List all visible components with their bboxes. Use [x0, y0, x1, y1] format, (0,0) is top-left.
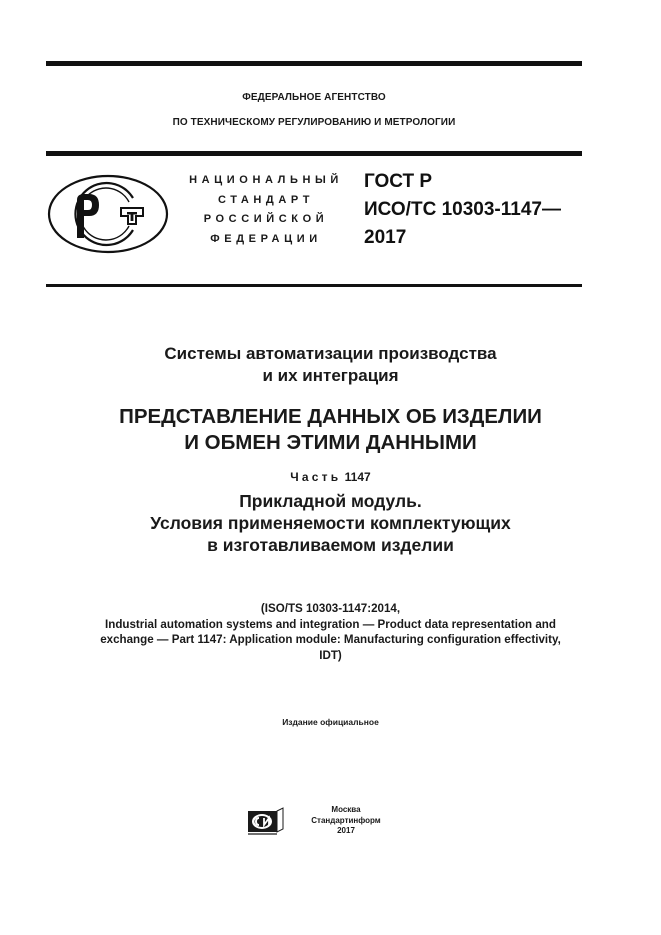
part-subtitle: [20, 490, 641, 556]
bottom-rule: [46, 284, 582, 287]
iso-reference-line: (ISO/TS 10303-1147:2014,: [260, 602, 401, 615]
edition-label: Издание официальное: [282, 717, 379, 727]
national-line: РОССИЙСКОЙ: [203, 213, 329, 225]
agency-line-2: ПО ТЕХНИЧЕСКОМУ РЕГУЛИРОВАНИЮ И МЕТРОЛОГИИ: [172, 117, 456, 128]
part-word: Часть: [290, 470, 342, 484]
iso-reference-line: IDT): [319, 648, 342, 662]
standard-code-line: ГОСТ Р: [364, 171, 433, 192]
subtitle-line: Прикладной модуль.: [239, 491, 422, 511]
middle-rule: [46, 151, 582, 156]
standard-code: [364, 168, 561, 252]
publisher-city: Москва: [331, 805, 361, 814]
gost-r-logo-icon: [47, 172, 169, 256]
agency-line-1: ФЕДЕРАЛЬНОЕ АГЕНТСТВО: [242, 92, 386, 103]
standartinform-logo-icon: [247, 807, 285, 835]
series-title-line: Системы автоматизации производства: [164, 344, 497, 363]
part-number: 1147: [344, 470, 371, 484]
standard-code-line: ИСО/ТС 10303-1147—: [364, 199, 561, 220]
publisher-info: [306, 805, 386, 837]
series-title-line: и их интеграция: [262, 366, 399, 385]
national-standard-label: [176, 171, 356, 249]
iso-reference-line: Industrial automation systems and integration — Product data representation and: [105, 617, 556, 631]
series-title: [20, 343, 641, 387]
subtitle-line: в изготавливаемом изделии: [207, 535, 454, 555]
main-title: [20, 404, 641, 456]
subtitle-line: Условия применяемости комплектующих: [150, 513, 511, 533]
publisher-year: 2017: [337, 826, 355, 835]
main-title-line: ПРЕДСТАВЛЕНИЕ ДАННЫХ ОБ ИЗДЕЛИИ: [119, 405, 542, 428]
national-line: ФЕДЕРАЦИИ: [210, 232, 322, 245]
part-label: [20, 469, 641, 485]
main-title-line: И ОБМЕН ЭТИМИ ДАННЫМИ: [184, 431, 477, 454]
national-line: НАЦИОНАЛЬНЫЙ: [189, 174, 343, 186]
iso-reference: [30, 601, 631, 663]
iso-reference-line: exchange — Part 1147: Application module: Manufacturing configuration effectivity,: [100, 633, 561, 646]
national-line: СТАНДАРТ: [217, 193, 315, 206]
standard-code-line: 2017: [364, 227, 407, 248]
top-rule: [46, 61, 582, 66]
publisher-name: Стандартинформ: [311, 815, 381, 825]
